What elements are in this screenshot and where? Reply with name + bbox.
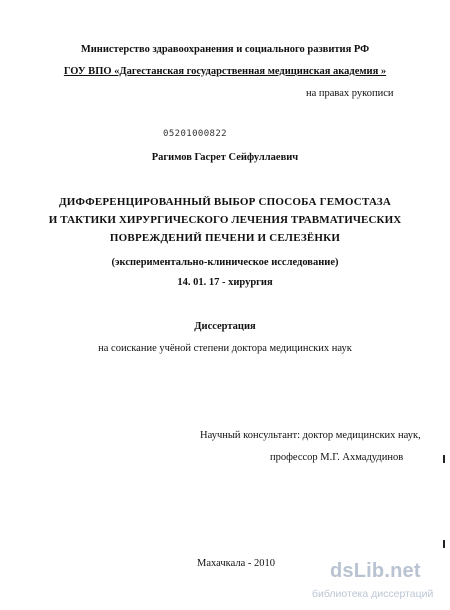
scan-edge-mark: [443, 540, 445, 548]
dissertation-label: Диссертация: [194, 321, 256, 332]
ministry-line: Министерство здравоохранения и социального развития РФ: [80, 44, 370, 55]
manuscript-rights-note: на правах рукописи: [306, 88, 394, 99]
author-name: Рагимов Гасрет Сейфуллаевич: [151, 152, 299, 163]
watermark-logo: dsLib.net: [330, 560, 421, 582]
document-code: 05201000822: [163, 129, 228, 139]
place-year: Махачкала - 2010: [197, 558, 275, 569]
specialty-code: 14. 01. 17 - хирургия: [177, 277, 273, 288]
title-line-2: И ТАКТИКИ ХИРУРГИЧЕСКОГО ЛЕЧЕНИЯ ТРАВМАТИЧЕСКИХ: [48, 214, 402, 226]
study-subtitle: (экспериментально-клиническое исследование): [111, 257, 339, 268]
academy-line: ГОУ ВПО «Дагестанская государственная медицинская академия »: [63, 66, 387, 77]
watermark: [312, 560, 444, 606]
scan-edge-mark: [443, 455, 445, 463]
title-line-3: ПОВРЕЖДЕНИЙ ПЕЧЕНИ И СЕЛЕЗЁНКИ: [109, 232, 341, 244]
consultant-line: Научный консультант: доктор медицинских наук,: [200, 430, 421, 441]
title-line-1: ДИФФЕРЕНЦИРОВАННЫЙ ВЫБОР СПОСОБА ГЕМОСТАЗА: [59, 196, 391, 208]
professor-line: профессор М.Г. Ахмадудинов: [270, 452, 404, 463]
watermark-caption: библиотека диссертаций: [312, 588, 434, 600]
degree-line: на соискание учёной степени доктора медицинских наук: [98, 343, 352, 354]
